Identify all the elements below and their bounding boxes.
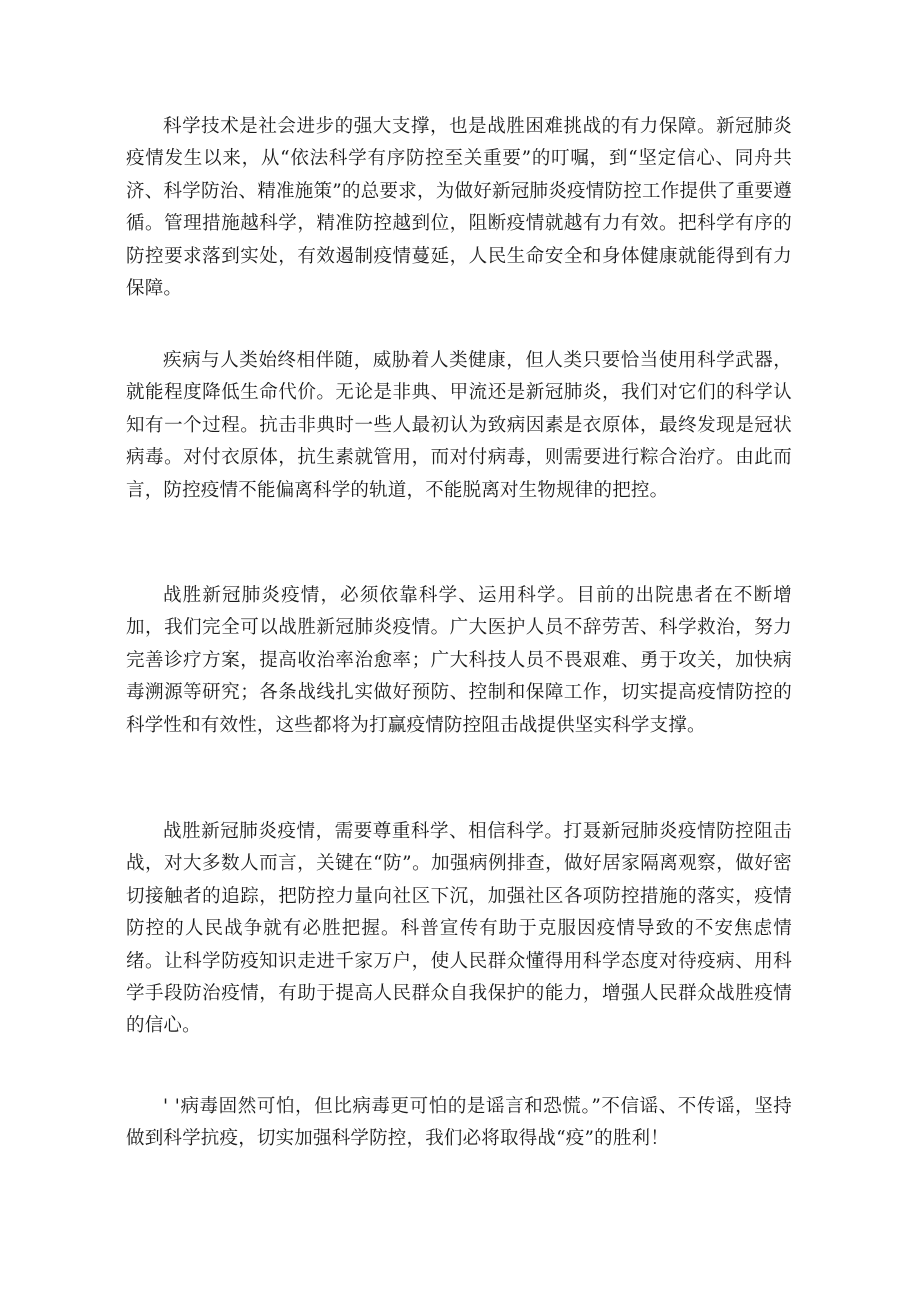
paragraph-rely-on-science: 战胜新冠肺炎疫情，必须依靠科学、运用科学。目前的出院患者在不断增加，我们完全可以战胜新冠肺炎疫情。广大医护人员不辞劳苦、科学救治，努力完善诊疗方案，提高收治率治愈率；广大科技人员不畏艰难、勇于攻关，加快病毒溯源等研究；各条战线扎实做好预防、控制和保障工作，切实提高疫情防控的科学性和有效性，这些都将为打赢疫情防控阻击战提供坚实科学支撑。 — [126, 585, 792, 736]
paragraph-rumor-quote: ' '病毒固然可怕，但比病毒更可怕的是谣言和恐慌。”不信谣、不传谣，坚持做到科学抗疫，切实加强科学防控，我们必将取得战“疫”的胜利！ — [126, 1096, 792, 1150]
paragraph-respect-science: 战胜新冠肺炎疫情，需要尊重科学、相信科学。打聂新冠肺炎疫情防控阻击战，对大多数人而言，关键在“防”。加强病例排查，做好居家隔离观察，做好密切接触者的追踪，把防控力量向社区下沉，加强社区各项防控措施的落实，疫情防控的人民战争就有必胜把握。科普宣传有助于克服因疫情导致的不安焦虑情绪。让科学防疫知识走进千家万户，使人民群众懂得用科学态度对待疫病、用科学手段防治疫情，有助于提高人民群众自我保护的能力，增强人民群众战胜疫情的信心。 — [126, 821, 792, 1037]
paragraph-science-support: 科学技术是社会进步的强大支撑，也是战胜困难挑战的有力保障。新冠肺炎疫情发生以来，从“依法科学有序防控至关重要”的叮嘱，到“坚定信心、同舟共济、科学防治、精准施策”的总要求，为做好新冠肺炎疫情防控工作提供了重要遵循。管理措施越科学，精准防控越到位，阻断疫情就越有力有效。把科学有序的防控要求落到实处，有效遏制疫情蔓延，人民生命安全和身体健康就能得到有力保障。 — [126, 116, 792, 300]
paragraph-disease-history: 疾病与人类始终相伴随，威胁着人类健康，但人类只要恰当使用科学武器，就能程度降低生命代价。无论是非典、甲流还是新冠肺炎，我们对它们的科学认知有一个过程。抗击非典时一些人最初认为致病因素是衣原体，最终发现是冠状病毒。对付衣原体，抗生素就管用，而对付病毒，则需要进行粽合治疗。由此而言，防控疫情不能偏离科学的轨道，不能脱离对生物规律的把控。 — [126, 350, 792, 501]
